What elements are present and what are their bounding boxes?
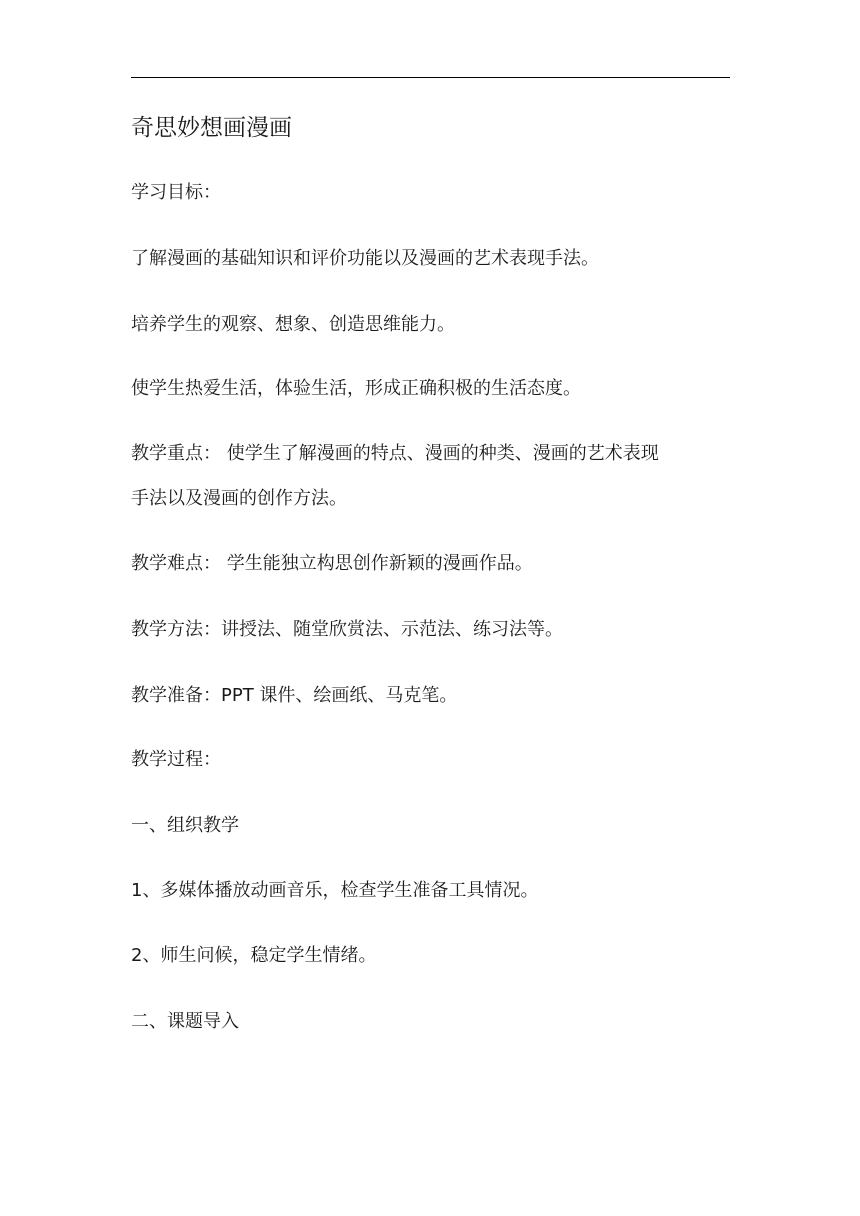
objective-2: 培养学生的观察、想象、创造思维能力。 (131, 314, 455, 335)
teaching-preparation: 教学准备：PPT 课件、绘画纸、马克笔。 (131, 685, 458, 706)
objectives-heading: 学习目标： (131, 182, 221, 203)
key-points-line-2: 手法以及漫画的创作方法。 (131, 488, 347, 509)
key-points-line-1: 教学重点： 使学生了解漫画的特点、漫画的种类、漫画的艺术表现 (131, 443, 659, 464)
step-1: 1、多媒体播放动画音乐，检查学生准备工具情况。 (131, 880, 539, 901)
section-1-heading: 一、组织教学 (131, 815, 239, 836)
objective-3: 使学生热爱生活，体验生活，形成正确积极的生活态度。 (131, 378, 581, 399)
step-2: 2、师生问候，稳定学生情绪。 (131, 945, 377, 966)
header-rule (131, 77, 730, 78)
document-title: 奇思妙想画漫画 (131, 115, 292, 141)
teaching-difficulties: 教学难点： 学生能独立构思创作新颖的漫画作品。 (131, 553, 533, 574)
teaching-methods: 教学方法：讲授法、随堂欣赏法、示范法、练习法等。 (131, 619, 563, 640)
section-2-heading: 二、课题导入 (131, 1011, 239, 1032)
objective-1: 了解漫画的基础知识和评价功能以及漫画的艺术表现手法。 (131, 248, 599, 269)
process-heading: 教学过程： (131, 749, 221, 770)
